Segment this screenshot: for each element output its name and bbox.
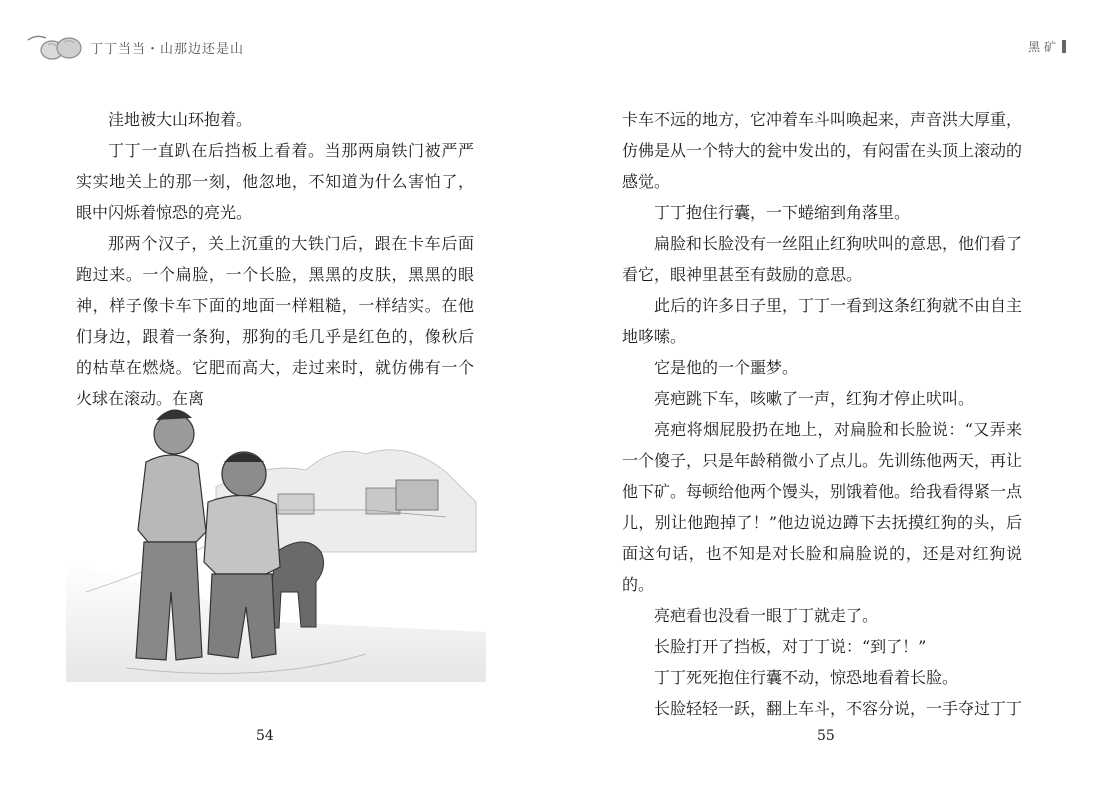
running-header-right (1028, 38, 1066, 55)
paragraph: 卡车不远的地方，它冲着车斗叫唤起来，声音洪大厚重，仿佛是从一个特大的瓮中发出的，有闷雷在头顶上滚动的感觉。 (622, 110, 1023, 191)
running-header-left (26, 30, 244, 64)
paragraph: 亮疤将烟屁股扔在地上，对扁脸和长脸说：“又弄来一个傻子，只是年龄稍微小了点儿。先训练他两天，再让他下矿。每顿给他两个馒头，别饿着他。给我看得紧一点儿，别让他跑掉了！”他边说边蹲下去抚摸红狗的头，后面这句话，也不知是对长脸和扁脸说的，还是对红狗说的。 (622, 420, 1023, 594)
header-bar-marker (1062, 40, 1066, 53)
paragraph: 此后的许多日子里，丁丁一看到这条红狗就不由自主地哆嗦。 (622, 296, 1023, 346)
paragraph: 它是他的一个噩梦。 (654, 358, 799, 377)
paragraph: 亮疤跳下车，咳嗽了一声，红狗才停止吠叫。 (654, 389, 975, 408)
page-number-right: 55 (817, 728, 835, 744)
series-title: 丁丁当当・山那边还是山 (90, 41, 245, 57)
paragraph: 长脸打开了挡板，对丁丁说：“到了！” (654, 637, 927, 656)
illustration-men-and-dog (66, 392, 486, 682)
paragraph: 扁脸和长脸没有一丝阻止红狗吠叫的意思，他们看了看它，眼神里甚至有鼓励的意思。 (622, 234, 1023, 284)
paragraph: 丁丁一直趴在后挡板上看着。当那两扇铁门被严严实实地关上的那一刻，他忽地，不知道为什么害怕了，眼中闪烁着惊恐的亮光。 (76, 141, 474, 222)
paragraph: 亮疤看也没看一眼丁丁就走了。 (654, 606, 879, 625)
right-page-text (622, 104, 1022, 724)
paragraph: 丁丁抱住行囊，一下蜷缩到角落里。 (654, 203, 911, 222)
chapter-title: 黑 矿 (1028, 40, 1056, 54)
left-page-text (76, 104, 474, 414)
paragraph: 丁丁死死抱住行囊不动，惊恐地看着长脸。 (654, 668, 959, 687)
page-number-left: 54 (256, 728, 274, 744)
paragraph: 那两个汉子，关上沉重的大铁门后，跟在卡车后面跑过来。一个扁脸，一个长脸，黑黑的皮肤，黑黑的眼神，样子像卡车下面的地面一样粗糙，一样结实。在他们身边，跟着一条狗，那狗的毛几乎是红色的，像秋后的枯草在燃烧。它肥而高大，走过来时，就仿佛有一个火球在滚动。在离 (76, 234, 474, 408)
paragraph: 长脸轻轻一跃，翻上车斗，不容分说，一手夺过丁丁 (654, 699, 1023, 718)
paragraph: 洼地被大山环抱着。 (108, 110, 253, 129)
gourd-logo-icon (26, 30, 84, 64)
